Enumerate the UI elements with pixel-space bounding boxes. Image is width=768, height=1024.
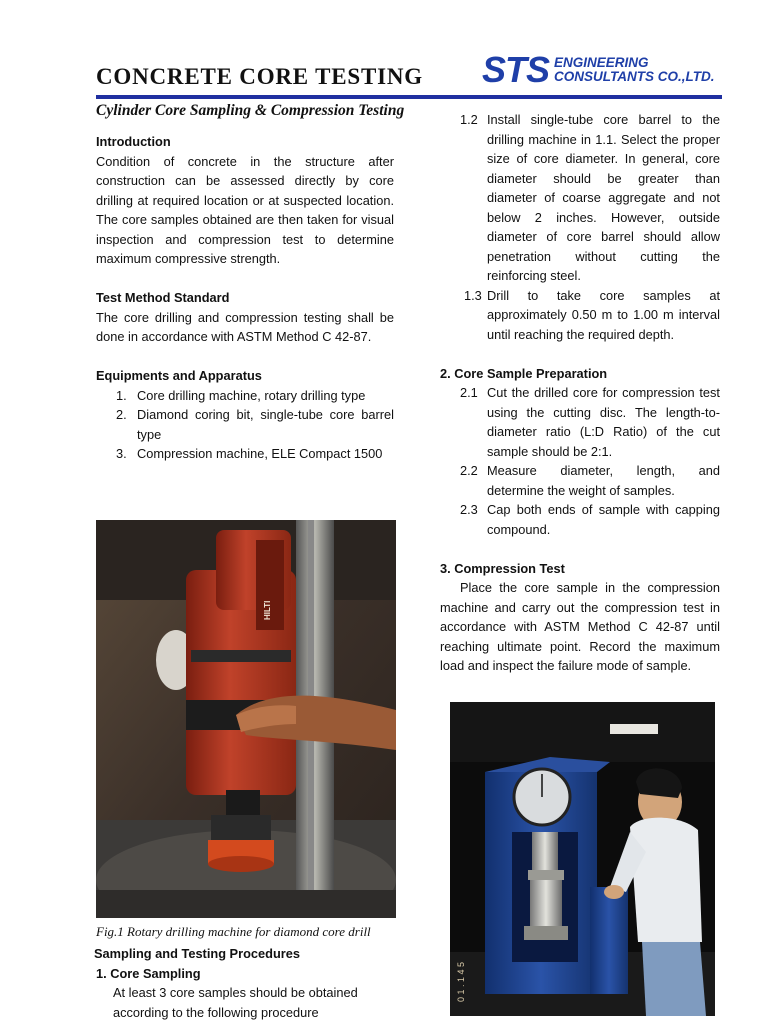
figure-caption: Fig.1 Rotary drilling machine for diamond core drill bbox=[96, 924, 371, 939]
compression-heading: 3. Compression Test bbox=[440, 560, 565, 576]
intro-text: Condition of concrete in the structure after construction can be assessed directly by core drilling at required location or at suspected location. The core samples obtained are then taken for visual inspection and compression test to determine maximum compressive strength. bbox=[96, 153, 394, 266]
left-column bbox=[96, 132, 394, 464]
list-item: 2. Diamond coring bit, single-tube core barrel type bbox=[116, 407, 394, 442]
core-sampling-text: At least 3 core samples should be obtained according to the following procedure bbox=[113, 985, 358, 1020]
header-rule bbox=[96, 95, 722, 99]
page-title: CONCRETE CORE TESTING bbox=[96, 64, 423, 89]
list-item: 2.3 Cap both ends of sample with capping compound. bbox=[460, 502, 720, 537]
core-sampling-heading: 1. Core Sampling bbox=[96, 965, 201, 981]
procedures-section bbox=[96, 944, 394, 1022]
svg-text:0 1 . 1 4 5: 0 1 . 1 4 5 bbox=[456, 961, 466, 1002]
standard-heading: Test Method Standard bbox=[96, 290, 230, 305]
company-logo bbox=[482, 49, 722, 92]
equipment-list bbox=[96, 386, 394, 464]
svg-text:HILTI: HILTI bbox=[263, 600, 272, 620]
preparation-heading: 2. Core Sample Preparation bbox=[440, 365, 608, 381]
compression-text: Place the core sample in the compression machine and carry out the compression test in accordance with ASTM Method C 42-87 until reaching ultimate point. Record the maximum load and inspect the failure mode of sample. bbox=[440, 580, 720, 673]
logo-line-1: ENGINEERING bbox=[554, 55, 649, 70]
logo-mark: STS bbox=[482, 49, 550, 90]
compression-machine-photo bbox=[450, 702, 715, 1016]
drilling-machine-photo bbox=[96, 520, 396, 918]
core-sampling-steps bbox=[440, 110, 720, 344]
logo-line-2: CONSULTANTS CO.,LTD. bbox=[554, 69, 715, 84]
page-subtitle: Cylinder Core Sampling & Compression Testing bbox=[96, 102, 405, 119]
preparation-list bbox=[440, 383, 720, 539]
equipment-heading: Equipments and Apparatus bbox=[96, 368, 262, 383]
procedures-heading: Sampling and Testing Procedures bbox=[94, 946, 300, 961]
list-item: 1.3 Drill to take core samples at approximately 0.50 m to 1.00 m interval until reaching the required depth. bbox=[464, 287, 720, 342]
list-item: 2.2 Measure diameter, length, and determine the weight of samples. bbox=[460, 463, 720, 498]
list-item: 1.2 Install single-tube core barrel to the drilling machine in 1.1. Select the proper size of core diameter. In general, core diameter should be greater than diameter of coarse aggregate and not below 2 inches. However, outside diameter of core barrel should allow penetration without cutting the reinforcing steel. bbox=[460, 112, 720, 283]
list-item: 1. Core drilling machine, rotary drilling type bbox=[116, 387, 366, 403]
standard-text: The core drilling and compression testing shall be done in accordance with ASTM Method C 42-87. bbox=[96, 309, 394, 344]
list-item: 3. Compression machine, ELE Compact 1500 bbox=[116, 446, 383, 461]
right-column bbox=[440, 110, 720, 676]
list-item: 2.1 Cut the drilled core for compression test using the cutting disc. The length-to-diameter ratio (L:D Ratio) of the cut sample should be 2:1. bbox=[460, 385, 720, 459]
intro-heading: Introduction bbox=[96, 134, 171, 149]
